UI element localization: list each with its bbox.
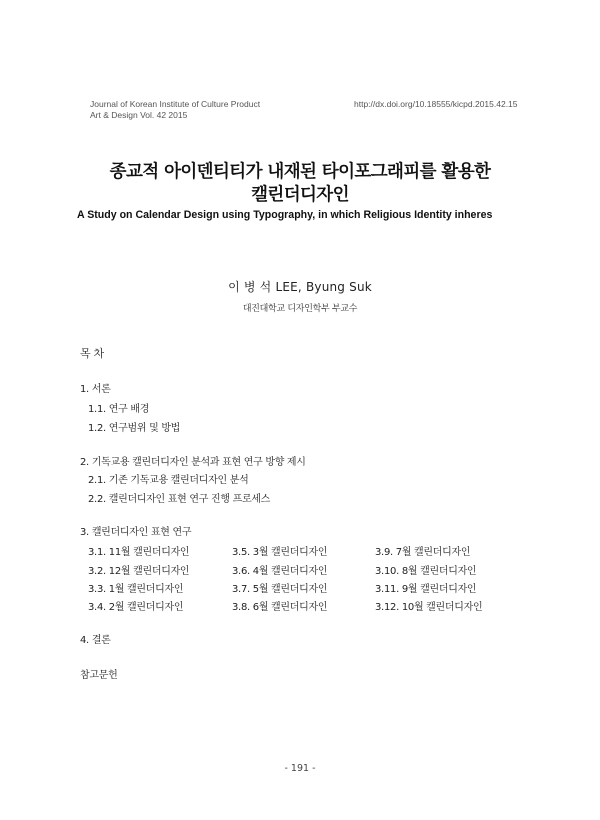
toc-section-3: 3. 캘린더디자인 표현 연구 (80, 527, 192, 538)
title-korean-line1: 종교적 아이덴티티가 내재된 타이포그래피를 활용한 (109, 162, 491, 182)
toc-item-2-1: 2.1. 기존 기독교용 캘린더디자인 분석 (88, 475, 249, 486)
toc-item-3-7: 3.7. 5월 캘린더디자인 (232, 584, 328, 595)
toc-item-3-1: 3.1. 11월 캘린더디자인 (88, 547, 190, 558)
toc-item-3-3: 3.3. 1월 캘린더디자인 (88, 584, 184, 595)
toc-item-3-12: 3.12. 10월 캘린더디자인 (375, 602, 483, 613)
author-name: 이 병 석 LEE, Byung Suk (228, 280, 372, 294)
author-affiliation: 대진대학교 디자인학부 부교수 (242, 304, 358, 314)
toc-item-1-1: 1.1. 연구 배경 (88, 404, 150, 415)
page-number: - 191 - (284, 763, 316, 774)
toc-heading: 목 차 (80, 347, 104, 360)
toc-section-2: 2. 기독교용 캘린더디자인 분석과 표현 연구 방향 제시 (80, 457, 306, 468)
toc-item-2-2: 2.2. 캘린더디자인 표현 연구 진행 프로세스 (88, 494, 271, 505)
toc-item-3-8: 3.8. 6월 캘린더디자인 (232, 602, 328, 613)
journal-name: Journal of Korean Institute of Culture Product (90, 99, 261, 109)
doi-link[interactable]: http://dx.doi.org/10.18555/kicpd.2015.42.15 (354, 99, 518, 109)
journal-volume: Art & Design Vol. 42 2015 (90, 110, 188, 120)
toc-item-3-2: 3.2. 12월 캘린더디자인 (88, 566, 190, 577)
toc-item-3-5: 3.5. 3월 캘린더디자인 (232, 547, 328, 558)
toc-item-1-2: 1.2. 연구범위 및 방법 (88, 423, 181, 434)
title-english: A Study on Calendar Design using Typography, in which Religious Identity inheres (77, 209, 493, 221)
toc-item-3-4: 3.4. 2월 캘린더디자인 (88, 602, 184, 613)
toc-item-3-6: 3.6. 4월 캘린더디자인 (232, 566, 328, 577)
toc-item-3-9: 3.9. 7월 캘린더디자인 (375, 547, 471, 558)
toc-references: 참고문헌 (80, 670, 118, 681)
toc-section-4: 4. 결론 (80, 635, 111, 646)
toc-item-3-10: 3.10. 8월 캘린더디자인 (375, 566, 477, 577)
toc-section-1: 1. 서론 (80, 384, 111, 395)
title-korean-line2: 캘린더디자인 (251, 185, 349, 205)
toc-item-3-11: 3.11. 9월 캘린더디자인 (375, 584, 477, 595)
